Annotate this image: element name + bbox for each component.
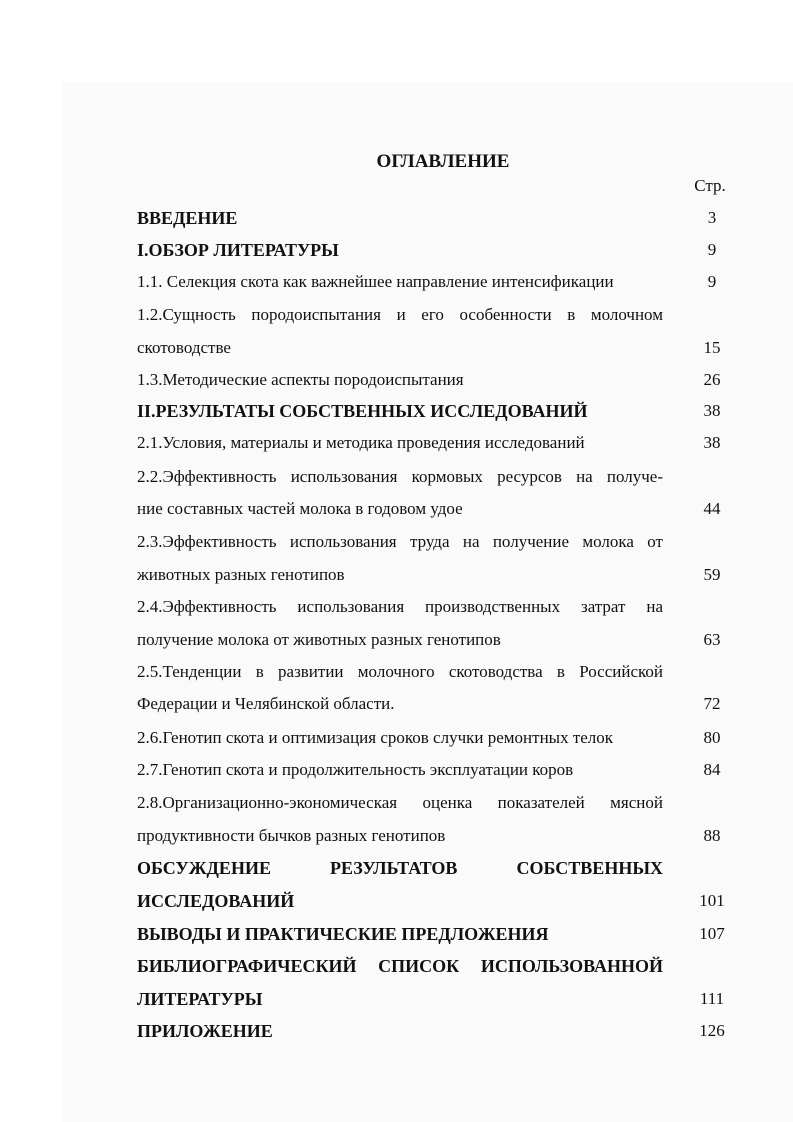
toc-entry-1-1[interactable]: 1.1. Селекция скота как важнейшее направление интенсификации: [137, 272, 614, 291]
toc-entry-2-5-cont[interactable]: Федерации и Челябинской области.: [137, 694, 395, 713]
toc-title: ОГЛАВЛЕНИЕ: [376, 151, 510, 172]
toc-page-number: 63: [703, 630, 721, 649]
toc-entry-bibliography[interactable]: БИБЛИОГРАФИЧЕСКИЙ СПИСОК ИСПОЛЬЗОВАННОЙ: [137, 956, 663, 976]
toc-page-number: 101: [699, 891, 725, 910]
toc-entry-conclusions[interactable]: ВЫВОДЫ И ПРАКТИЧЕСКИЕ ПРЕДЛОЖЕНИЯ: [137, 924, 549, 944]
toc-page-number: 88: [703, 826, 721, 845]
toc-entry-intro[interactable]: ВВЕДЕНИЕ: [137, 208, 238, 228]
page-column-label: Стр.: [694, 176, 726, 195]
toc-entry-2-2[interactable]: 2.2.Эффективность использования кормовых ресурсов на получе-: [137, 467, 663, 486]
toc-entry-2-4-cont[interactable]: получение молока от животных разных генотипов: [137, 630, 501, 649]
toc-entry-2-7[interactable]: 2.7.Генотип скота и продолжительность эксплуатации коров: [137, 760, 574, 779]
toc-entry-chapter-1[interactable]: I.ОБЗОР ЛИТЕРАТУРЫ: [137, 240, 339, 260]
toc-page-number: 38: [703, 433, 721, 452]
toc-page-number: 107: [699, 924, 725, 943]
toc-page-number: 111: [699, 989, 725, 1008]
toc-page-number: 72: [703, 694, 721, 713]
toc-page-number: 26: [703, 370, 721, 389]
toc-page-number: 9: [707, 240, 717, 259]
toc-page-number: 84: [703, 760, 721, 779]
toc-entry-2-2-cont[interactable]: ние составных частей молока в годовом удое: [137, 499, 463, 518]
toc-page-number: 126: [699, 1021, 725, 1040]
toc-entry-2-4[interactable]: 2.4.Эффективность использования производственных затрат на: [137, 597, 663, 616]
toc-entry-1-2[interactable]: 1.2.Сущность породоиспытания и его особенности в молочном: [137, 305, 663, 324]
toc-page-number: 44: [703, 499, 721, 518]
toc-entry-chapter-2[interactable]: II.РЕЗУЛЬТАТЫ СОБСТВЕННЫХ ИССЛЕДОВАНИЙ: [137, 401, 588, 421]
toc-page-number: 59: [703, 565, 721, 584]
toc-entry-2-8-cont[interactable]: продуктивности бычков разных генотипов: [137, 826, 446, 845]
toc-page-number: 15: [703, 338, 721, 357]
toc-entry-bibliography-cont[interactable]: ЛИТЕРАТУРЫ: [137, 989, 263, 1009]
toc-entry-discussion[interactable]: ОБСУЖДЕНИЕ РЕЗУЛЬТАТОВ СОБСТВЕННЫХ: [137, 858, 663, 878]
toc-entry-appendix[interactable]: ПРИЛОЖЕНИЕ: [137, 1021, 273, 1041]
toc-entry-2-5[interactable]: 2.5.Тенденции в развитии молочного скотоводства в Российской: [137, 662, 663, 681]
toc-page-number: 80: [703, 728, 721, 747]
toc-entry-2-6[interactable]: 2.6.Генотип скота и оптимизация сроков случки ремонтных телок: [137, 728, 614, 747]
toc-entry-discussion-cont[interactable]: ИССЛЕДОВАНИЙ: [137, 891, 295, 911]
toc-page-number: 38: [703, 401, 721, 420]
toc-page-number: 3: [707, 208, 717, 227]
toc-entry-2-8[interactable]: 2.8.Организационно-экономическая оценка показателей мясной: [137, 793, 663, 812]
toc-entry-2-1[interactable]: 2.1.Условия, материалы и методика проведения исследований: [137, 433, 585, 452]
toc-entry-1-3[interactable]: 1.3.Методические аспекты породоиспытания: [137, 370, 464, 389]
toc-page-number: 9: [707, 272, 717, 291]
toc-entry-1-2-cont[interactable]: скотоводстве: [137, 338, 231, 357]
toc-entry-2-3[interactable]: 2.3.Эффективность использования труда на получение молока от: [137, 532, 663, 551]
toc-entry-2-3-cont[interactable]: животных разных генотипов: [137, 565, 345, 584]
